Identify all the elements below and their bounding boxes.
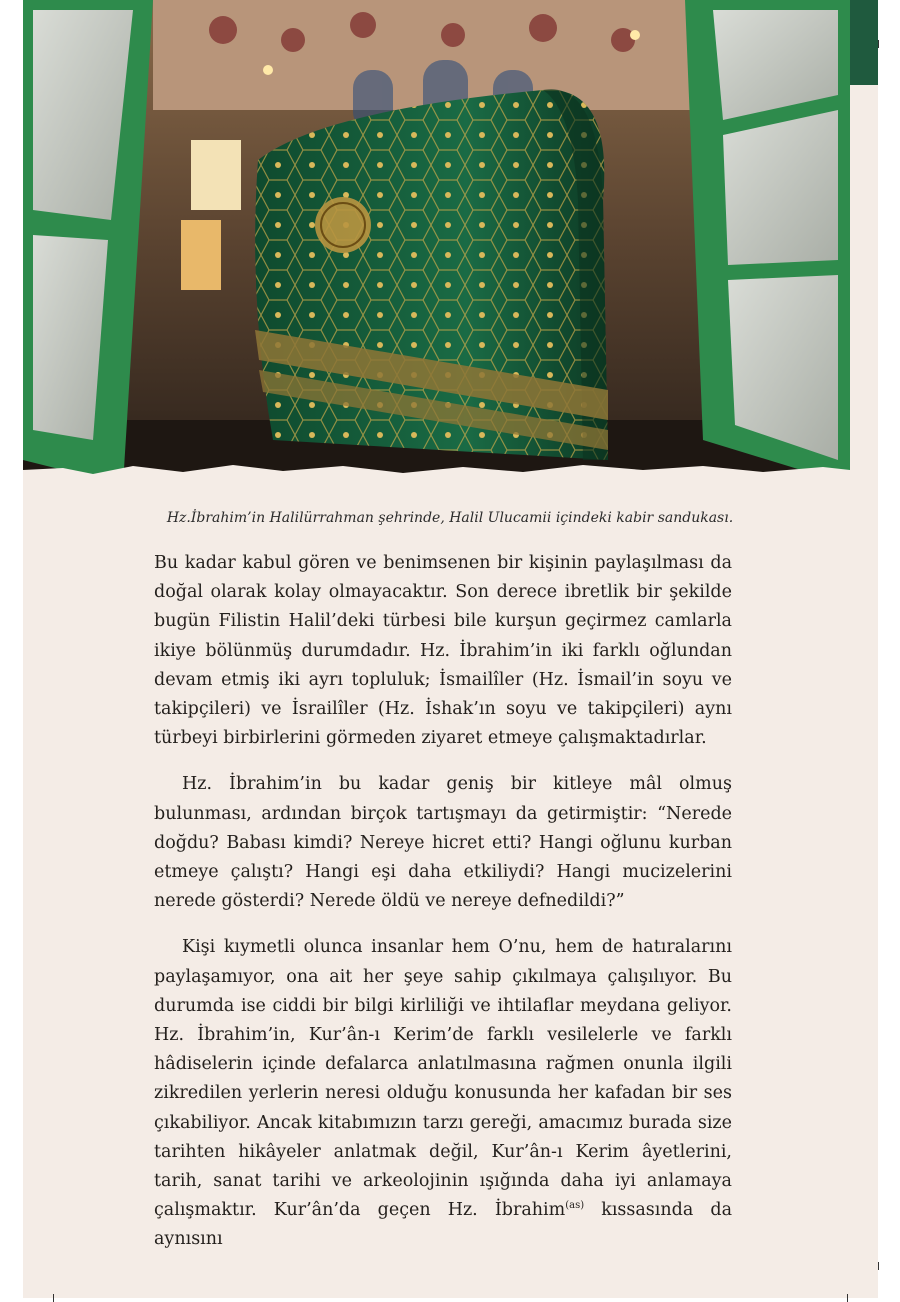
tomb-photo	[23, 0, 850, 485]
crop-mark	[53, 1294, 54, 1302]
green-edge-tab	[850, 0, 878, 85]
tomb-illustration	[23, 0, 850, 485]
crop-mark	[878, 1262, 879, 1270]
body-text	[154, 549, 732, 1272]
photo-caption: Hz.İbrahim’in Halilürrahman şehrinde, Halil Ulucamii içindeki kabir sandukası.	[166, 510, 734, 526]
paragraph-text: kıssasında da aynısını	[154, 1200, 733, 1250]
paragraph-text: Kişi kıymetli olunca insanlar hem O’nu, hem de hatıralarını paylaşamıyor, ona ait her şeye sahip çıkılmaya çalışılıyor. Bu durumda ise ciddi bir bilgi kirliliği ve ihtilaflar meydana geliyor. Hz. İbrahim’in, Kur’ân-ı Kerim’de farklı vesilelerle ve farklı hâdiselerin içinde defalarca anlatılmasına rağmen onunla ilgili zikredilen yerlerin neresi olduğu konusunda her kafadan bir ses çıkabiliyor. Ancak kitabımızın tarzı gereği, amacımız burada size tarihten hikâyeler anlatmak değil, Kur’ân-ı Kerim âyetlerini, tarih, sanat tarihi ve arkeolojinin ışığında daha iyi anlamaya çalışmaktır. Kur’ân’da geçen Hz. İbrahim	[154, 937, 732, 1221]
paragraph	[154, 933, 732, 1254]
crop-mark	[847, 1294, 848, 1302]
honorific-superscript: (as)	[565, 1200, 585, 1212]
crop-mark	[878, 40, 879, 48]
paragraph: Bu kadar kabul gören ve benimsenen bir kişinin paylaşılması da doğal olarak kolay olmayacaktır. Son derece ibretlik bir şekilde bugün Filistin Halil’deki türbesi bile kurşun geçirmez camlarla ikiye bölünmüş durumdadır. Hz. İbrahim’in iki farklı oğlundan devam etmiş iki ayrı topluluk; İsmailîler (Hz. İsmail’in soyu ve takipçileri) ve İsrailîler (Hz. İshak’ın soyu ve takipçileri) aynı türbeyi birbirlerini görmeden ziyaret etmeye çalışmaktadırlar.	[154, 553, 732, 749]
paragraph: Hz. İbrahim’in bu kadar geniş bir kitleye mâl olmuş bulunması, ardından birçok tartışmayı da getirmiştir: “Nerede doğdu? Babası kimdi? Nereye hicret etti? Hangi oğlunu kurban etmeye çalıştı? Hangi eşi daha etkiliydi? Hangi mucizelerini nerede gösterdi? Nerede öldü ve nereye defnedildi?”	[154, 774, 732, 912]
